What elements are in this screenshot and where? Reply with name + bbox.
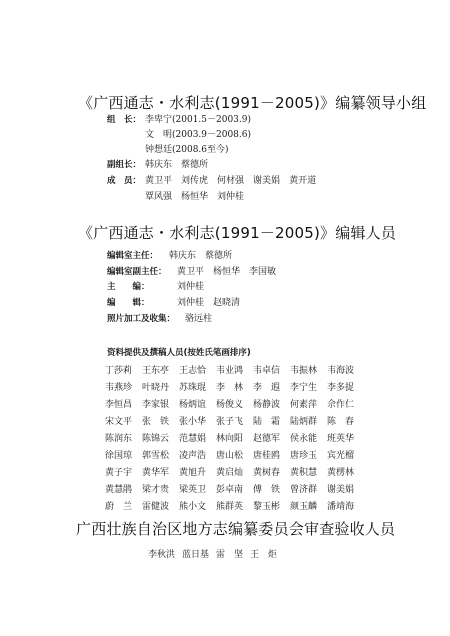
list-item: 蔚 兰 [105, 502, 133, 512]
table-row [105, 465, 364, 482]
editor-director-label: 编辑室主任： [107, 251, 159, 261]
group-leader-label: 组 长： [107, 115, 142, 125]
list-item: 颜玉麟 [290, 502, 318, 512]
list-item: 谢美娟 [327, 485, 355, 495]
editor-name-1: 刘仲桂 [177, 298, 205, 308]
table-row [105, 448, 364, 465]
table-row [105, 499, 364, 516]
review-member-4: 王 炬 [250, 550, 278, 560]
list-item: 黄子宇 [105, 468, 133, 478]
editor-row [107, 298, 249, 309]
list-item: 黄启灿 [216, 468, 244, 478]
list-item: 宾光榴 [327, 451, 355, 461]
list-item: 苏珠琨 [179, 383, 207, 393]
list-item: 杨炳谊 [179, 400, 207, 410]
contributors-heading: 资料提供及撰稿人员(按姓氏笔画排序) [107, 348, 251, 358]
member-name: 黄开道 [289, 176, 317, 186]
list-item: 宋文平 [105, 417, 133, 427]
review-member-1: 李秋洪 [148, 550, 176, 560]
list-item: 黄慧鹃 [105, 485, 133, 495]
member-name: 谢美娟 [253, 176, 281, 186]
editor-name-2: 赵晓清 [213, 298, 241, 308]
deputy-director-2: 杨恒华 [213, 267, 241, 277]
editorial-staff-title: 《广西通志・水利志(1991－2005)》编辑人员 [78, 224, 397, 242]
review-member-2: 蓝日基 [182, 550, 210, 560]
list-item: 黄楞林 [327, 468, 355, 478]
review-members-row [148, 547, 284, 560]
chief-editor-name: 刘仲桂 [177, 282, 205, 292]
group-leader-1: 李卑宁(2001.5－2003.9) [145, 115, 252, 125]
list-item: 韦振林 [290, 366, 318, 376]
list-item: 王东亭 [142, 366, 170, 376]
list-item: 曾济群 [290, 485, 318, 495]
list-item: 侯永能 [290, 434, 318, 444]
deputy-director-3: 李国敏 [249, 267, 277, 277]
member-name: 覃风强 [145, 192, 173, 202]
member-row-2 [145, 192, 253, 203]
list-item: 杨静波 [253, 400, 281, 410]
leadership-group-title: 《广西通志・水利志(1991－2005)》编纂领导小组 [78, 94, 427, 112]
table-row [105, 363, 364, 380]
list-item: 陆炳群 [290, 417, 318, 427]
list-item: 何素萍 [290, 400, 318, 410]
member-row-1 [107, 176, 325, 187]
chief-editor-label: 主 编： [107, 282, 150, 292]
list-item: 徐国琼 [105, 451, 133, 461]
list-item: 林向阳 [216, 434, 244, 444]
list-item: 班英华 [327, 434, 355, 444]
list-item: 唐桂鸥 [253, 451, 281, 461]
deputy-leader-label: 副组长： [107, 160, 142, 170]
list-item: 陈润东 [105, 434, 133, 444]
editor-director-1: 韩庆东 [169, 251, 197, 261]
member-name: 刘传虎 [181, 176, 209, 186]
deputy-director-row [107, 267, 285, 278]
editor-director-row [107, 251, 241, 262]
photo-label: 照片加工及收集： [107, 314, 176, 324]
member-name: 杨恒华 [181, 192, 209, 202]
table-row [105, 431, 364, 448]
list-item: 佘作仁 [327, 400, 355, 410]
table-row [105, 380, 364, 397]
list-item: 韦卓信 [253, 366, 281, 376]
list-item: 陈锦云 [142, 434, 170, 444]
list-item: 梁才贵 [142, 485, 170, 495]
list-item: 陆 霜 [253, 417, 281, 427]
list-item: 黄树春 [253, 468, 281, 478]
group-leader-3: 钟想廷(2008.6至今) [145, 145, 229, 155]
photo-name: 骆远柱 [185, 314, 213, 324]
deputy-leader-2: 蔡德所 [181, 160, 209, 170]
list-item: 韦海波 [327, 366, 355, 376]
list-item: 傅 铁 [253, 485, 281, 495]
list-item: 李多捉 [327, 383, 355, 393]
list-item: 张小华 [179, 417, 207, 427]
list-item: 熊小文 [179, 502, 207, 512]
list-item: 丁莎莉 [105, 366, 133, 376]
list-item: 李 林 [216, 383, 244, 393]
list-item: 杨俊义 [216, 400, 244, 410]
editor-director-2: 蔡德所 [205, 251, 233, 261]
list-item: 叶晓丹 [142, 383, 170, 393]
member-label: 成 员： [107, 176, 142, 186]
list-item: 彭卓南 [216, 485, 244, 495]
group-leader-2: 文 明(2003.9－2008.6) [145, 130, 252, 140]
list-item: 韦燕珍 [105, 383, 133, 393]
editor-label: 编 辑： [107, 298, 150, 308]
list-item: 张 铁 [142, 417, 170, 427]
list-item: 黄华军 [142, 468, 170, 478]
group-leader-row-1 [107, 115, 251, 126]
list-item: 唐山松 [216, 451, 244, 461]
list-item: 王志恰 [179, 366, 207, 376]
list-item: 唐珍玉 [290, 451, 318, 461]
review-committee-title: 广西壮族自治区地方志编纂委员会审查验收人员 [76, 520, 396, 538]
list-item: 梁英卫 [179, 485, 207, 495]
list-item: 李 遐 [253, 383, 281, 393]
group-leader-row-2 [145, 130, 251, 141]
table-row [105, 414, 364, 431]
list-item: 潘靖海 [327, 502, 355, 512]
table-row [105, 482, 364, 499]
deputy-director-1: 黄卫平 [177, 267, 205, 277]
list-item: 凌声浩 [179, 451, 207, 461]
list-item: 范慧娟 [179, 434, 207, 444]
deputy-director-label: 编辑室副主任： [107, 267, 167, 277]
photo-row [107, 314, 221, 325]
contributors-grid [105, 363, 364, 516]
member-name: 何材强 [217, 176, 245, 186]
list-item: 李恒昌 [105, 400, 133, 410]
review-member-3: 雷 坚 [216, 550, 244, 560]
chief-editor-row [107, 282, 213, 293]
table-row [105, 397, 364, 414]
list-item: 赵德军 [253, 434, 281, 444]
list-item: 李宁生 [290, 383, 318, 393]
deputy-leader-row [107, 160, 217, 171]
list-item: 黎玉彬 [253, 502, 281, 512]
group-leader-row-3 [145, 145, 229, 156]
list-item: 陈 春 [327, 417, 355, 427]
member-name: 刘仲桂 [217, 192, 245, 202]
list-item: 黄旭升 [179, 468, 207, 478]
list-item: 黄积慧 [290, 468, 318, 478]
list-item: 郭雪松 [142, 451, 170, 461]
list-item: 张子飞 [216, 417, 244, 427]
list-item: 韦业鸿 [216, 366, 244, 376]
list-item: 雷健波 [142, 502, 170, 512]
list-item: 李家银 [142, 400, 170, 410]
list-item: 熊群英 [216, 502, 244, 512]
member-name: 黄卫平 [145, 176, 173, 186]
deputy-leader-1: 韩庆东 [145, 160, 173, 170]
